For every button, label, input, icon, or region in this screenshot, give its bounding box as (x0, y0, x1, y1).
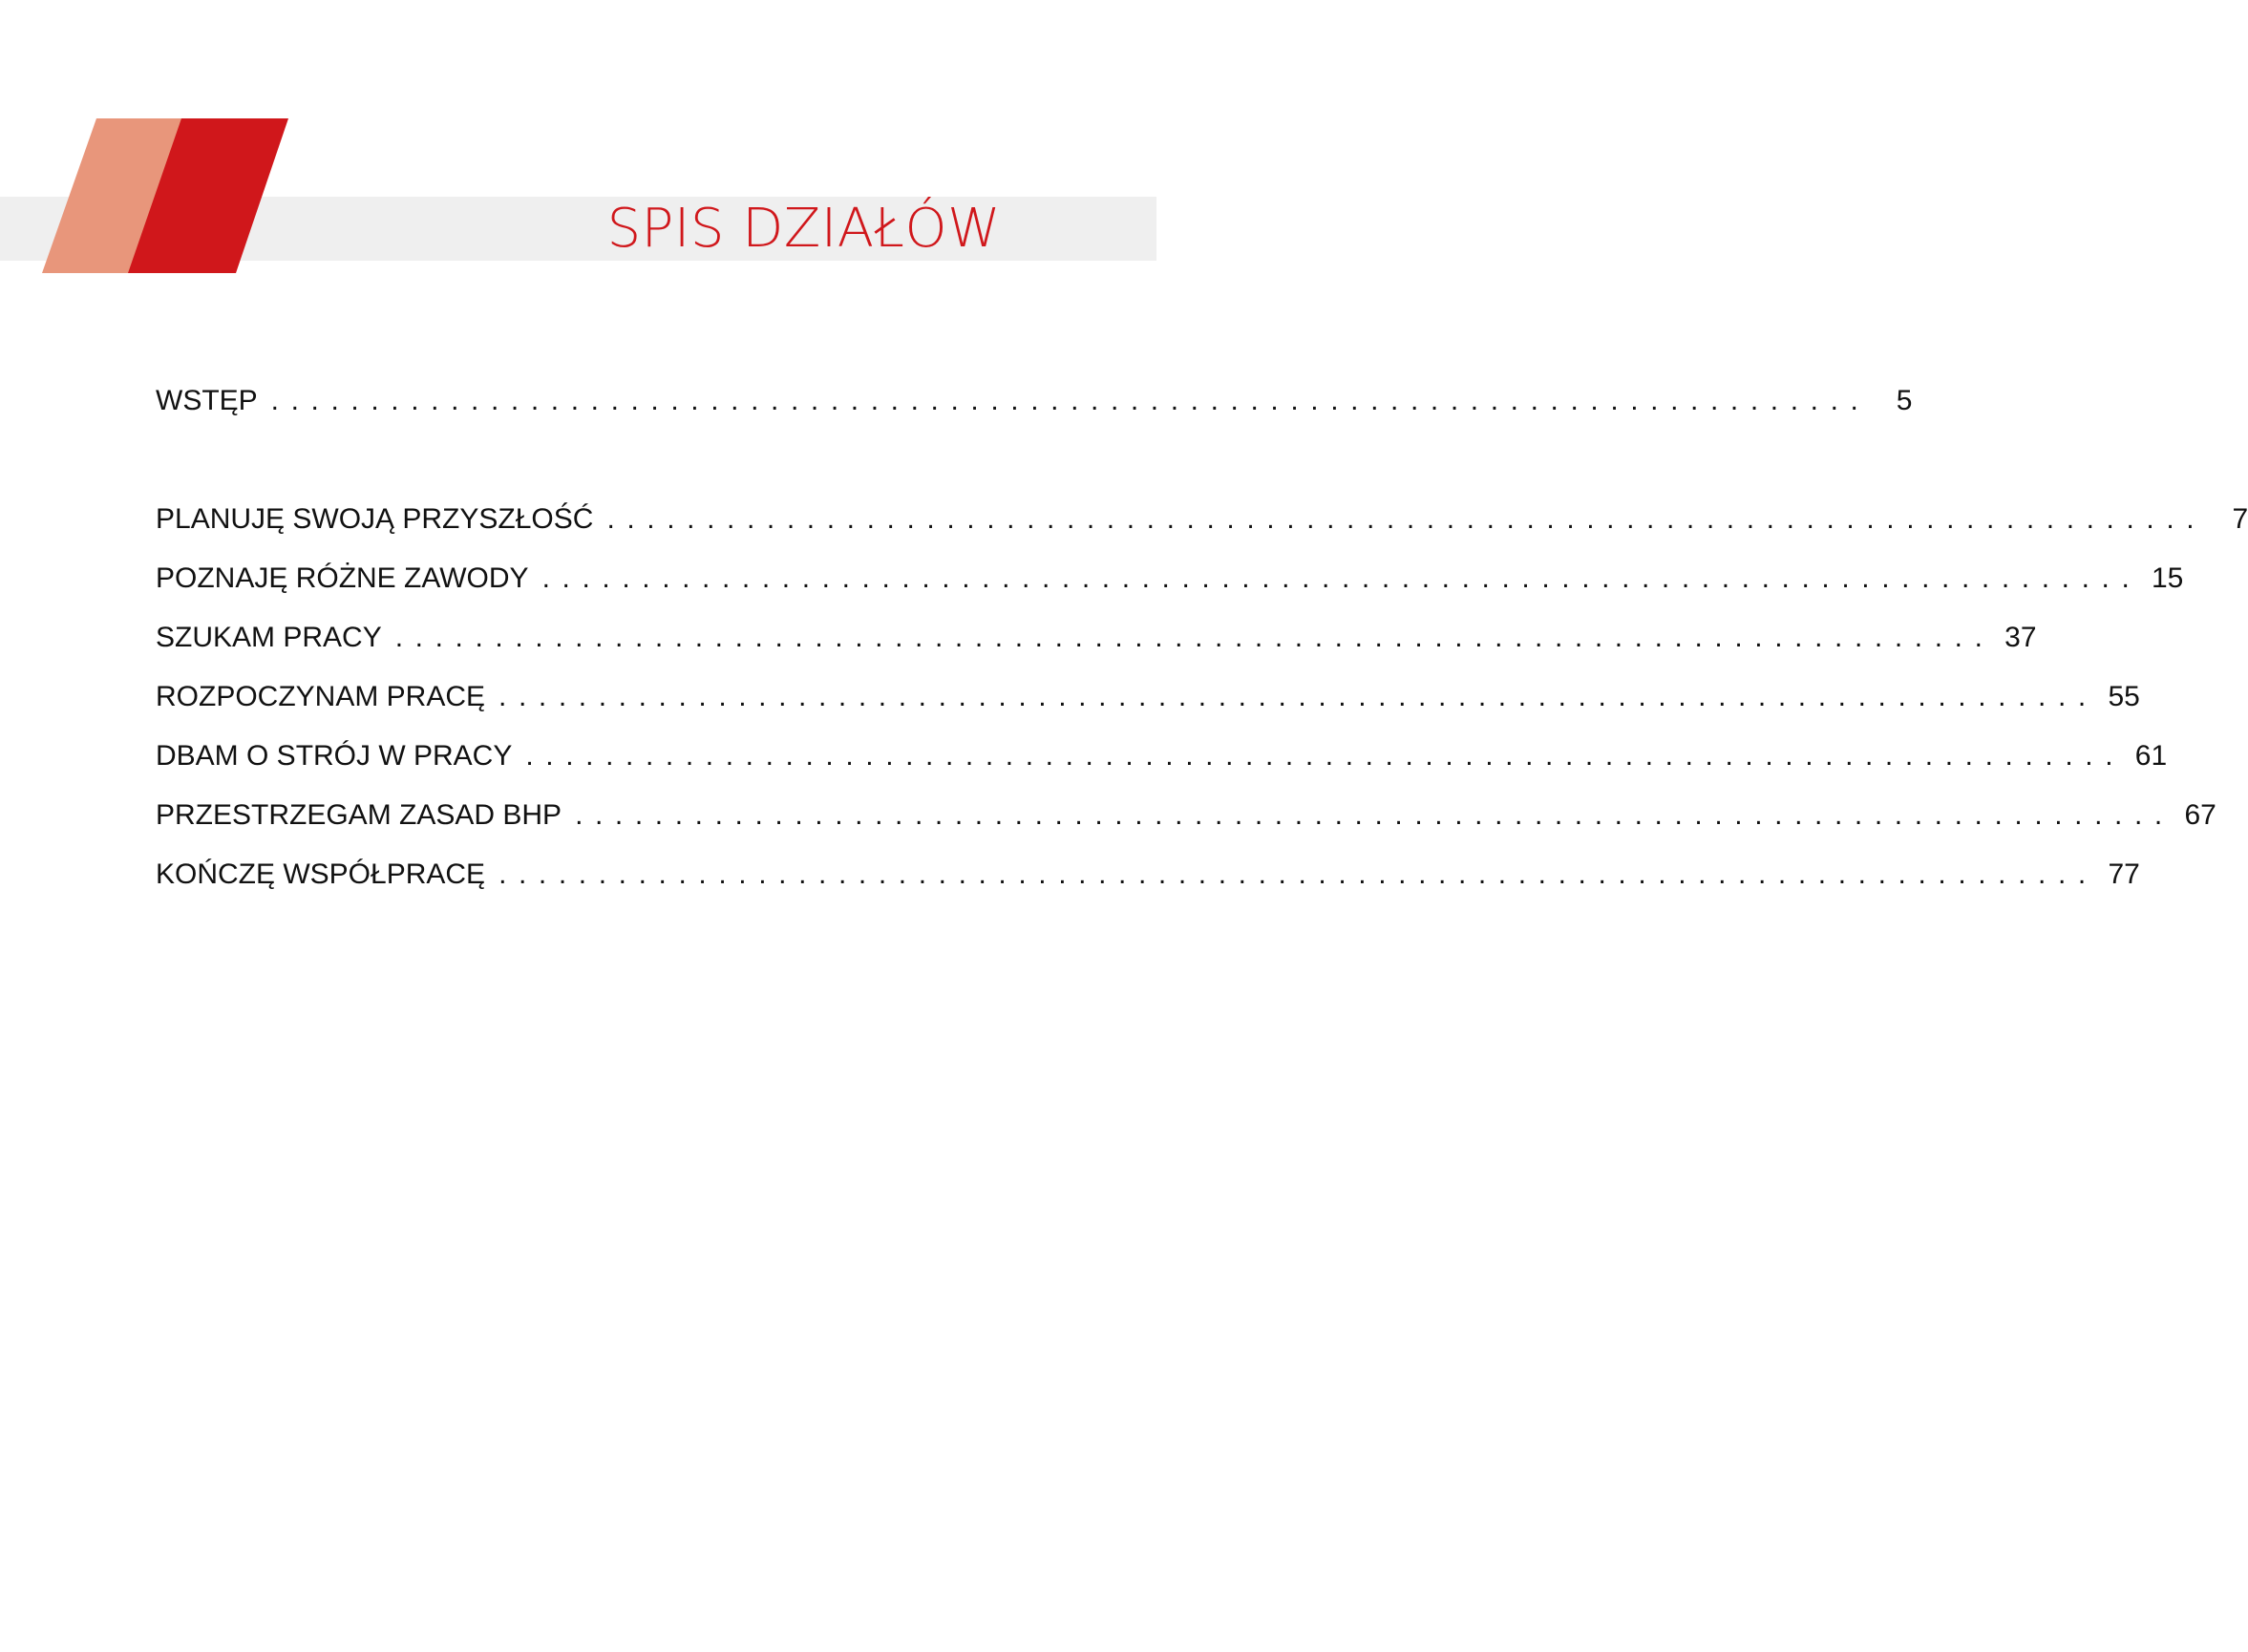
toc-entry-wstep[interactable] (156, 382, 1913, 420)
toc-dot-leader: ................................................................................ (525, 740, 2126, 772)
toc-entry-title: DBAM O STRÓJ W PRACY (156, 740, 513, 772)
toc-entry-page: 77 (2108, 858, 2140, 890)
toc-dot-leader: ................................................................................ (394, 622, 1995, 653)
toc-entry-page: 7 (2232, 503, 2248, 535)
toc-entry-title: WSTĘP (156, 385, 258, 416)
toc-entry-dbam[interactable] (156, 737, 2168, 775)
toc-entry-title: SZUKAM PRACY (156, 622, 382, 653)
toc-entry-page: 61 (2134, 740, 2168, 772)
toc-entry-page: 55 (2108, 681, 2140, 712)
toc-entry-page: 15 (2152, 562, 2184, 594)
toc-entry-planuje[interactable] (156, 500, 2248, 539)
toc-entry-przestrzegam[interactable] (156, 796, 2216, 835)
decorative-stripes-logo (0, 0, 306, 286)
page-title: SPIS DZIAŁÓW (606, 198, 1001, 260)
toc-dot-leader: ................................................................................ (498, 858, 2098, 890)
toc-dot-leader: ................................................................................ (575, 799, 2174, 831)
toc-entry-page: 5 (1896, 385, 1913, 416)
toc-dot-leader: ................................................................................ (270, 385, 1871, 416)
toc-entry-title: KOŃCZĘ WSPÓŁPRACĘ (156, 858, 486, 890)
toc-entry-rozpoczynam[interactable] (156, 678, 2140, 716)
toc-dot-leader: ................................................................................ (498, 681, 2098, 712)
toc-entry-page: 37 (2004, 622, 2037, 653)
toc-dot-leader: ................................................................................ (541, 562, 2142, 594)
toc-entry-koncze[interactable] (156, 856, 2140, 894)
toc-dot-leader: ................................................................................ (606, 503, 2207, 535)
toc-entry-title: POZNAJĘ RÓŻNE ZAWODY (156, 562, 529, 594)
toc-entry-poznaje[interactable] (156, 560, 2184, 598)
toc-entry-title: PRZESTRZEGAM ZASAD BHP (156, 799, 562, 831)
toc-entry-title: ROZPOCZYNAM PRACĘ (156, 681, 486, 712)
toc-entry-page: 67 (2184, 799, 2216, 831)
toc-entry-szukam[interactable] (156, 619, 2037, 657)
toc-entry-title: PLANUJĘ SWOJĄ PRZYSZŁOŚĆ (156, 503, 594, 535)
